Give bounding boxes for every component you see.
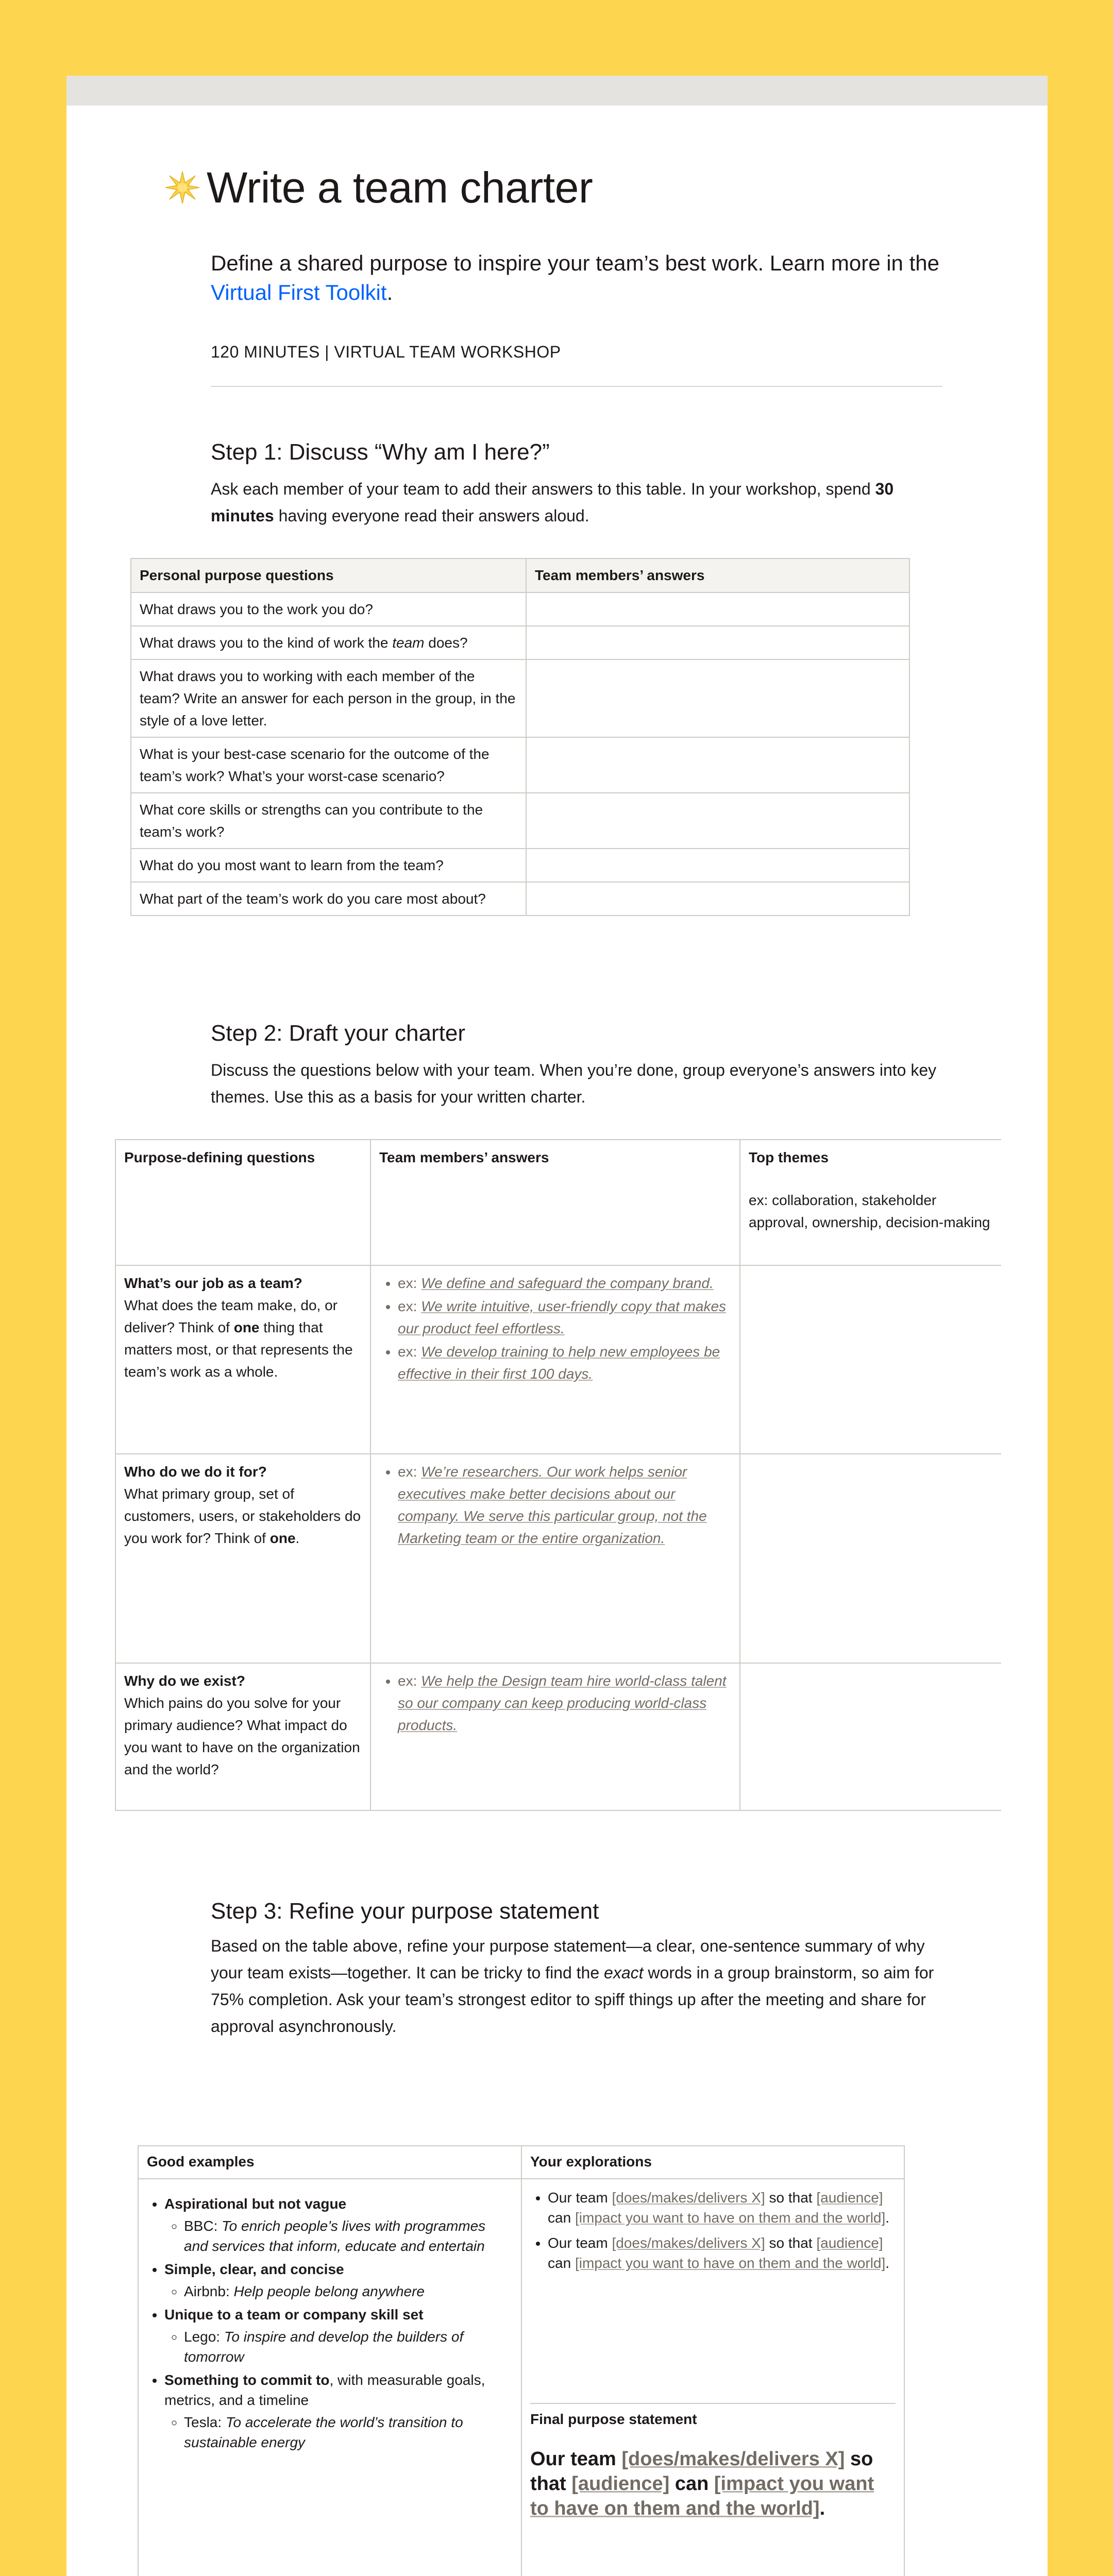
table-header-row [138,2146,904,2179]
question-cell: Why do we exist? Which pains do you solve for your primary audience? What impact do you want to have on the organization and the world? [115,1663,370,1810]
divider [211,386,942,387]
examples-cell [138,2179,521,2576]
table-row [115,1454,1001,1663]
answer-cell[interactable] [526,592,909,626]
column-header: Team members’ answers [370,1140,740,1265]
final-purpose-statement[interactable]: Our team [does/makes/delivers X] so that [audience] can [impact you want to have on them and the world]. [530,2448,874,2519]
page-subtitle: Define a shared purpose to inspire your team’s best work. Learn more in the Virtual First Toolkit. [211,251,939,304]
column-header: Top themes ex: collaboration, stakeholder approval, ownership, decision-making [740,1140,1001,1265]
purpose-statement-table [138,2145,905,2576]
example-item: • Unique to a team or company skill set ◦ Lego: To inspire and develop the builders of tomorrow [164,2304,513,2367]
example-item: • Something to commit to, with measurable goals, metrics, and a timeline ◦ Tesla: To accelerate the world’s transition to sustainable energy [164,2370,513,2452]
question-cell: What’s our job as a team? What does the team make, do, or deliver? Think of one thing that matters most, or that represents the team’s work as a whole. [115,1265,370,1454]
toolkit-link[interactable]: Virtual First Toolkit [211,280,387,304]
themes-example: ex: collaboration, stakeholder approval, ownership, decision-making [749,1192,990,1230]
star-icon [164,170,200,206]
table-row [131,849,909,882]
table-row [115,1663,1001,1810]
final-statement-section [530,2403,896,2521]
question-cell: What draws you to working with each member of the team? Write an answer for each person in the group, in the style of a love letter. [131,659,526,737]
workshop-meta: 120 MINUTES | VIRTUAL TEAM WORKSHOP [211,343,561,361]
table-row [131,626,909,659]
answer-cell[interactable] [526,626,909,659]
table-row [115,1265,1001,1454]
question-cell: What is your best-case scenario for the outcome of the team’s work? What’s your worst-case scenario? [131,737,526,793]
example-answer: • ex: We help the Design team hire world-class talent so our company can keep producing world-class products. [398,1670,731,1736]
table-row [131,882,909,916]
themes-cell[interactable] [740,1663,1001,1810]
exploration-draft: • Our team [does/makes/delivers X] so that [audience] can [impact you want to have on them and the world]. [548,2188,896,2228]
example-item: • Simple, clear, and concise ◦ Airbnb: Help people belong anywhere [164,2259,513,2301]
question-cell: What draws you to the work you do? [131,592,526,626]
answer-cell[interactable] [526,737,909,793]
table-row [131,737,909,793]
example-answer: • ex: We’re researchers. Our work helps senior executives make better decisions about our company. We serve this particular group, not the Marketing team or the entire organization. [398,1461,731,1549]
question-cell: What core skills or strengths can you contribute to the team’s work? [131,793,526,849]
personal-purpose-table [130,558,910,916]
explorations-cell[interactable] [521,2179,904,2576]
table-header-row [131,558,909,592]
step2-text: Discuss the questions below with your team. When you’re done, group everyone’s answers into key themes. Use this as a basis for your written charter. [211,1061,937,1106]
answer-cell[interactable] [526,882,909,916]
example-answer: • ex: We develop training to help new employees be effective in their first 100 days. [398,1341,731,1385]
table-row [138,2179,904,2576]
example-item: • Aspirational but not vague ◦ BBC: To enrich people’s lives with programmes and services that inform, educate and entertain [164,2194,513,2256]
answer-cell[interactable] [370,1663,740,1810]
column-header: Good examples [138,2146,521,2179]
example-answer: • ex: We define and safeguard the company brand. [398,1272,731,1294]
step3-title: Step 3: Refine your purpose statement [211,1899,599,1924]
column-header: Team members’ answers [526,558,909,592]
answer-cell[interactable] [526,793,909,849]
step3-text: Based on the table above, refine your purpose statement—a clear, one-sentence summary of why your team exists—together. It can be tricky to find the exact words in a group brainstorm, so aim for 75% completion. Ask your team’s strongest editor to spiff things up after the meeting and share for approval asynchronously. [211,1937,934,2036]
step2-title: Step 2: Draft your charter [211,1021,465,1046]
column-header: Personal purpose questions [131,558,526,592]
column-header: Purpose-defining questions [115,1140,370,1265]
table-row [131,793,909,849]
question-cell: Who do we do it for? What primary group, set of customers, users, or stakeholders do you work for? Think of one. [115,1454,370,1663]
answer-cell[interactable] [370,1265,740,1454]
document-page [66,76,1048,2576]
page-title: Write a team charter [207,163,593,212]
themes-cell[interactable] [740,1454,1001,1663]
title-row [164,163,593,212]
page-top-bar [66,76,1048,106]
table-header-row [115,1140,1001,1265]
exploration-draft: • Our team [does/makes/delivers X] so that [audience] can [impact you want to have on them and the world]. [548,2233,896,2273]
step1-text: Ask each member of your team to add their answers to this table. In your workshop, spend 30 minutes having everyone read their answers aloud. [211,480,894,525]
table-row [131,659,909,737]
question-cell: What part of the team’s work do you care most about? [131,882,526,916]
example-answer: • ex: We write intuitive, user-friendly copy that makes our product feel effortless. [398,1295,731,1340]
table-row [131,592,909,626]
column-header: Your explorations [521,2146,904,2179]
answer-cell[interactable] [526,659,909,737]
answer-cell[interactable] [370,1454,740,1663]
question-cell: What draws you to the kind of work the team does? [131,626,526,659]
step1-title: Step 1: Discuss “Why am I here?” [211,439,550,465]
purpose-defining-table [115,1139,1001,1811]
themes-cell[interactable] [740,1265,1001,1454]
answer-cell[interactable] [526,849,909,882]
final-statement-label: Final purpose statement [530,2411,697,2427]
question-cell: What do you most want to learn from the team? [131,849,526,882]
